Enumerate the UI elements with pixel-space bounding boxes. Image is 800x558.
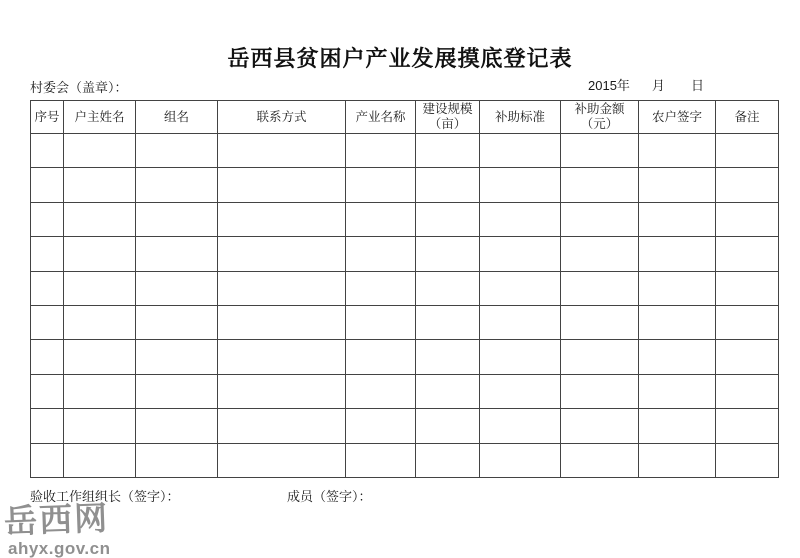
table-cell	[346, 374, 416, 408]
table-body	[31, 134, 779, 478]
table-cell	[136, 134, 218, 168]
table-cell	[64, 340, 136, 374]
watermark-site-name: 岳西网	[3, 499, 110, 540]
table-cell	[136, 237, 218, 271]
table-row	[31, 443, 779, 477]
table-cell	[561, 202, 639, 236]
table-cell	[218, 409, 346, 443]
table-cell	[136, 340, 218, 374]
table-cell	[480, 305, 561, 339]
table-cell	[561, 134, 639, 168]
table-cell	[31, 443, 64, 477]
table-cell	[716, 134, 779, 168]
column-header: 备注	[716, 101, 779, 134]
table-cell	[561, 271, 639, 305]
table-cell	[31, 168, 64, 202]
table-cell	[480, 443, 561, 477]
table-cell	[480, 202, 561, 236]
table-header-row	[31, 101, 779, 134]
table-cell	[64, 134, 136, 168]
watermark-site-url: ahyx.gov.cn	[8, 539, 111, 558]
table-cell	[31, 409, 64, 443]
table-cell	[31, 305, 64, 339]
table-cell	[639, 168, 716, 202]
column-header: 产业名称	[346, 101, 416, 134]
table-cell	[31, 202, 64, 236]
table-cell	[136, 168, 218, 202]
table-cell	[136, 374, 218, 408]
table-cell	[31, 237, 64, 271]
table-cell	[561, 443, 639, 477]
table-cell	[64, 409, 136, 443]
table-cell	[136, 443, 218, 477]
table-cell	[639, 374, 716, 408]
table-cell	[416, 134, 480, 168]
table-cell	[64, 202, 136, 236]
table-cell	[561, 374, 639, 408]
table-cell	[716, 374, 779, 408]
column-header: 补助标准	[480, 101, 561, 134]
table-cell	[31, 340, 64, 374]
table-cell	[716, 340, 779, 374]
table-row	[31, 340, 779, 374]
table-cell	[639, 134, 716, 168]
table-cell	[480, 168, 561, 202]
table-cell	[716, 168, 779, 202]
table-cell	[639, 271, 716, 305]
date-line	[588, 75, 704, 94]
table-cell	[136, 409, 218, 443]
table-cell	[416, 340, 480, 374]
table-cell	[639, 202, 716, 236]
table-cell	[480, 271, 561, 305]
table-cell	[31, 374, 64, 408]
table-cell	[346, 202, 416, 236]
table-cell	[218, 202, 346, 236]
table-cell	[416, 202, 480, 236]
date-day: 日	[690, 78, 704, 93]
table-cell	[346, 271, 416, 305]
table-cell	[561, 237, 639, 271]
table-cell	[218, 443, 346, 477]
table-cell	[639, 305, 716, 339]
table-cell	[561, 168, 639, 202]
table-cell	[416, 168, 480, 202]
table-cell	[416, 409, 480, 443]
column-header: 建设规模 （亩）	[416, 101, 480, 134]
table-cell	[218, 168, 346, 202]
table-row	[31, 237, 779, 271]
table-cell	[639, 237, 716, 271]
table-cell	[64, 237, 136, 271]
table-cell	[346, 134, 416, 168]
table-cell	[64, 305, 136, 339]
table-cell	[64, 168, 136, 202]
table-row	[31, 202, 779, 236]
table-cell	[346, 305, 416, 339]
table-cell	[346, 237, 416, 271]
table-cell	[218, 237, 346, 271]
table-cell	[480, 237, 561, 271]
date-year: 2015年	[588, 78, 630, 93]
table-row	[31, 134, 779, 168]
table-cell	[561, 409, 639, 443]
table-cell	[416, 237, 480, 271]
column-header: 联系方式	[218, 101, 346, 134]
table-cell	[64, 443, 136, 477]
table-cell	[218, 271, 346, 305]
table-row	[31, 409, 779, 443]
table-cell	[716, 202, 779, 236]
table-cell	[416, 374, 480, 408]
leader-sign-label: 验收工作组组长（签字）：	[30, 489, 180, 504]
date-month: 月	[651, 78, 665, 93]
table-cell	[716, 237, 779, 271]
table-cell	[639, 443, 716, 477]
table-cell	[480, 134, 561, 168]
table-cell	[716, 409, 779, 443]
column-header: 户主姓名	[64, 101, 136, 134]
table-cell	[218, 134, 346, 168]
table-cell	[716, 305, 779, 339]
table-row	[31, 168, 779, 202]
column-header: 农户签字	[639, 101, 716, 134]
table-cell	[346, 409, 416, 443]
table-cell	[561, 340, 639, 374]
table-cell	[136, 202, 218, 236]
table-cell	[31, 271, 64, 305]
table-cell	[416, 305, 480, 339]
table-row	[31, 305, 779, 339]
table-cell	[480, 340, 561, 374]
table-cell	[31, 134, 64, 168]
table-cell	[416, 271, 480, 305]
table-cell	[136, 305, 218, 339]
table-cell	[218, 305, 346, 339]
table-cell	[136, 271, 218, 305]
table-cell	[416, 443, 480, 477]
column-header: 组名	[136, 101, 218, 134]
table-cell	[639, 409, 716, 443]
table-cell	[480, 374, 561, 408]
page-title: 岳西县贫困户产业发展摸底登记表	[227, 46, 573, 71]
table-cell	[346, 443, 416, 477]
table-row	[31, 271, 779, 305]
table-cell	[480, 409, 561, 443]
table-cell	[716, 443, 779, 477]
member-sign-label: 成员（签字）：	[287, 489, 372, 504]
table-cell	[218, 374, 346, 408]
table-cell	[64, 271, 136, 305]
table-cell	[639, 340, 716, 374]
registration-table	[30, 100, 779, 478]
table-cell	[346, 168, 416, 202]
village-seal-label: 村委会（盖章）：	[30, 80, 128, 95]
table-row	[31, 374, 779, 408]
table-cell	[716, 271, 779, 305]
table-cell	[218, 340, 346, 374]
column-header: 序号	[31, 101, 64, 134]
table-cell	[346, 340, 416, 374]
table-cell	[561, 305, 639, 339]
column-header: 补助金额 （元）	[561, 101, 639, 134]
table-cell	[64, 374, 136, 408]
